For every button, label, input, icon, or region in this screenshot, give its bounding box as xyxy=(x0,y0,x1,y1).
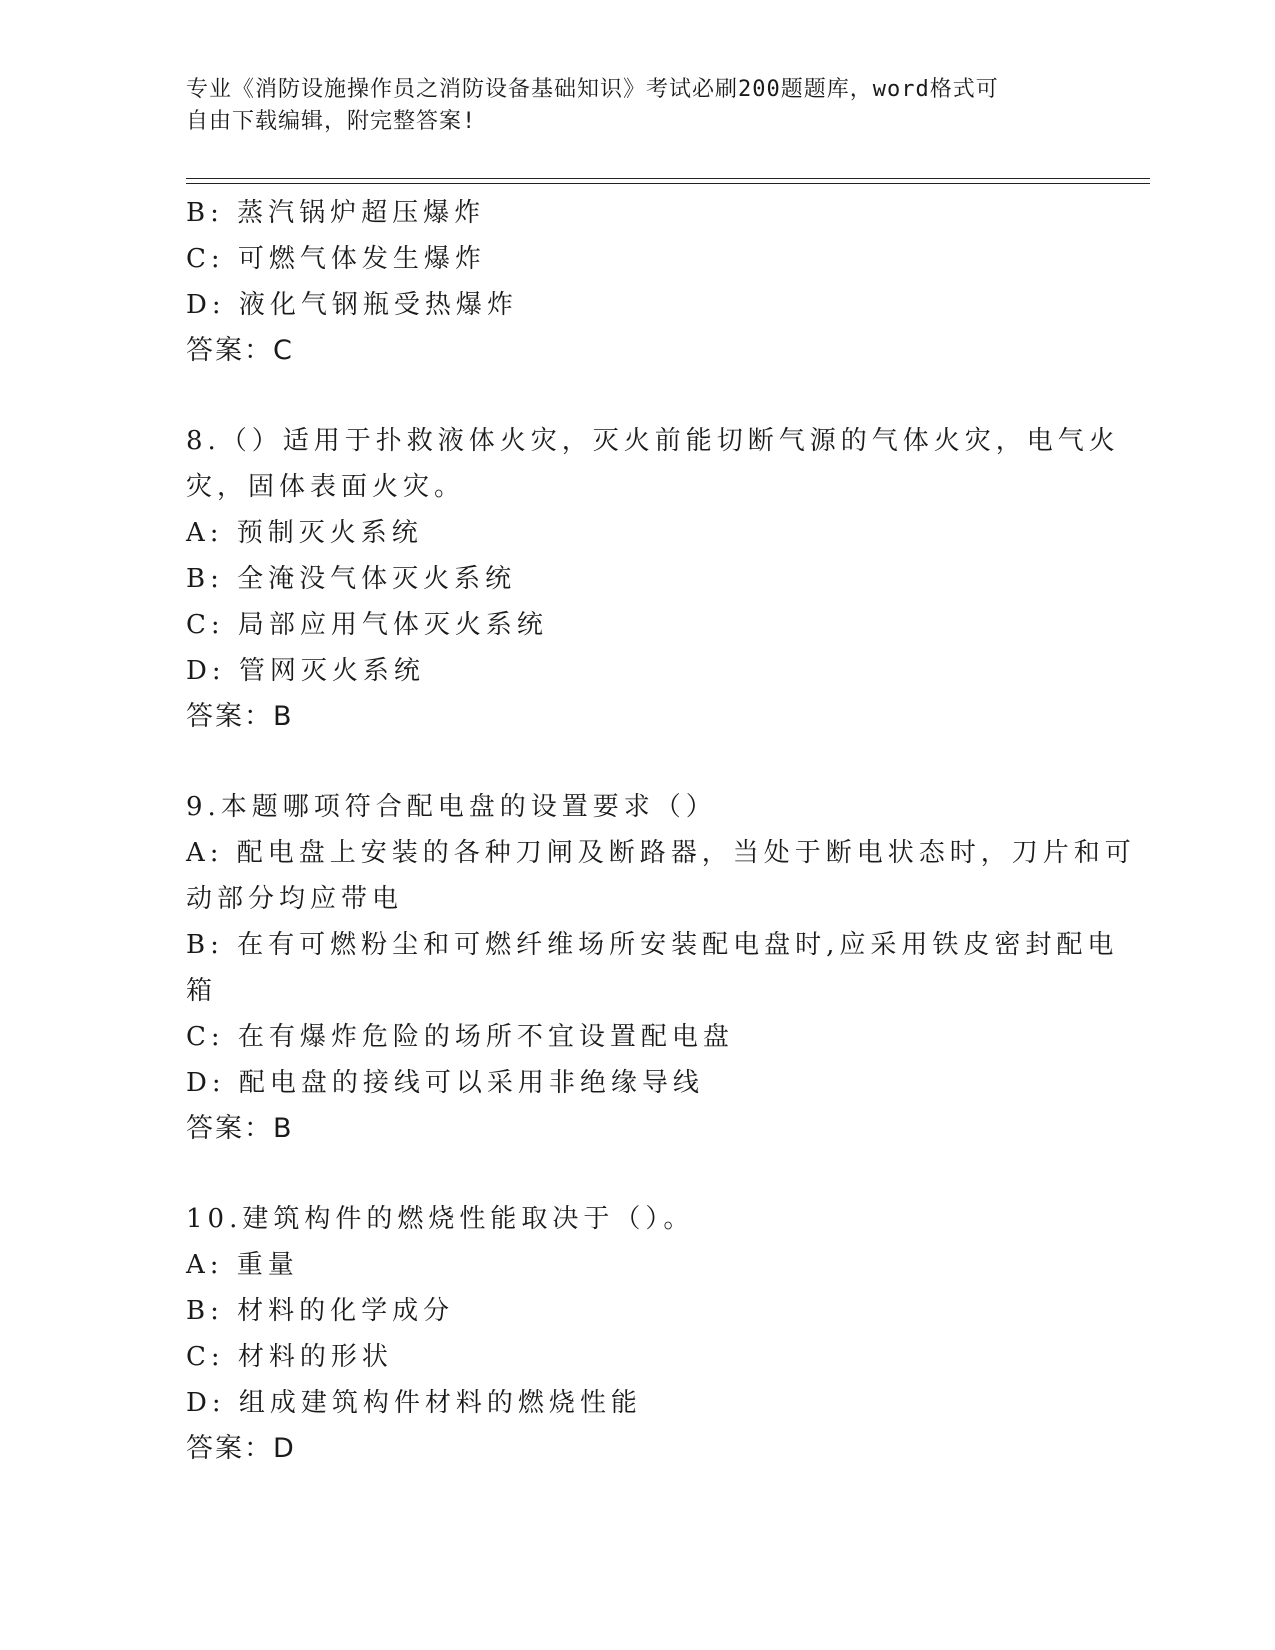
option-d: D: 配电盘的接线可以采用非绝缘导线 xyxy=(186,1068,704,1098)
question-stem: 9.本题哪项符合配电盘的设置要求（） xyxy=(186,792,717,822)
header-line-2: 自由下载编辑，附完整答案! xyxy=(186,109,477,134)
answer: 答案：C xyxy=(186,335,294,366)
document-header xyxy=(186,74,1086,138)
answer: 答案：B xyxy=(186,1113,294,1144)
option-b: B: 材料的化学成分 xyxy=(186,1296,455,1326)
option-b: B: 蒸汽锅炉超压爆炸 xyxy=(186,198,486,228)
option-c: C: 可燃气体发生爆炸 xyxy=(186,244,486,274)
option-a: A: 预制灭火系统 xyxy=(186,518,423,548)
question-8 xyxy=(186,418,1120,740)
header-rule-top xyxy=(186,178,1150,179)
header-line-1: 专业《消防设施操作员之消防设备基础知识》考试必刷200题题库，word格式可 xyxy=(186,77,999,102)
option-a-continued: 动部分均应带电 xyxy=(186,884,404,914)
header-rule-bottom xyxy=(186,183,1150,184)
option-d: D: 组成建筑构件材料的燃烧性能 xyxy=(186,1388,642,1418)
answer: 答案：D xyxy=(186,1433,296,1464)
question-stem: 8.（）适用于扑救液体火灾，灭火前能切断气源的气体火灾，电气火 xyxy=(186,426,1120,456)
question-9 xyxy=(186,784,1136,1152)
question-continued xyxy=(186,190,1086,374)
question-stem: 10.建筑构件的燃烧性能取决于（）。 xyxy=(186,1204,695,1234)
option-c: C: 局部应用气体灭火系统 xyxy=(186,610,548,640)
question-10 xyxy=(186,1196,1086,1472)
option-b: B: 在有可燃粉尘和可燃纤维场所安装配电盘时,应采用铁皮密封配电 xyxy=(186,930,1119,960)
answer: 答案：B xyxy=(186,701,294,732)
option-d: D: 液化气钢瓶受热爆炸 xyxy=(186,290,518,320)
option-c: C: 材料的形状 xyxy=(186,1342,393,1372)
option-b: B: 全淹没气体灭火系统 xyxy=(186,564,517,594)
option-a: A: 配电盘上安装的各种刀闸及断路器，当处于断电状态时，刀片和可 xyxy=(186,838,1136,868)
question-stem-continued: 灾，固体表面火灾。 xyxy=(186,472,466,502)
option-c: C: 在有爆炸危险的场所不宜设置配电盘 xyxy=(186,1022,734,1052)
option-d: D: 管网灭火系统 xyxy=(186,656,425,686)
question-list xyxy=(186,190,1136,1472)
option-a: A: 重量 xyxy=(186,1250,299,1280)
option-b-continued: 箱 xyxy=(186,976,218,1006)
